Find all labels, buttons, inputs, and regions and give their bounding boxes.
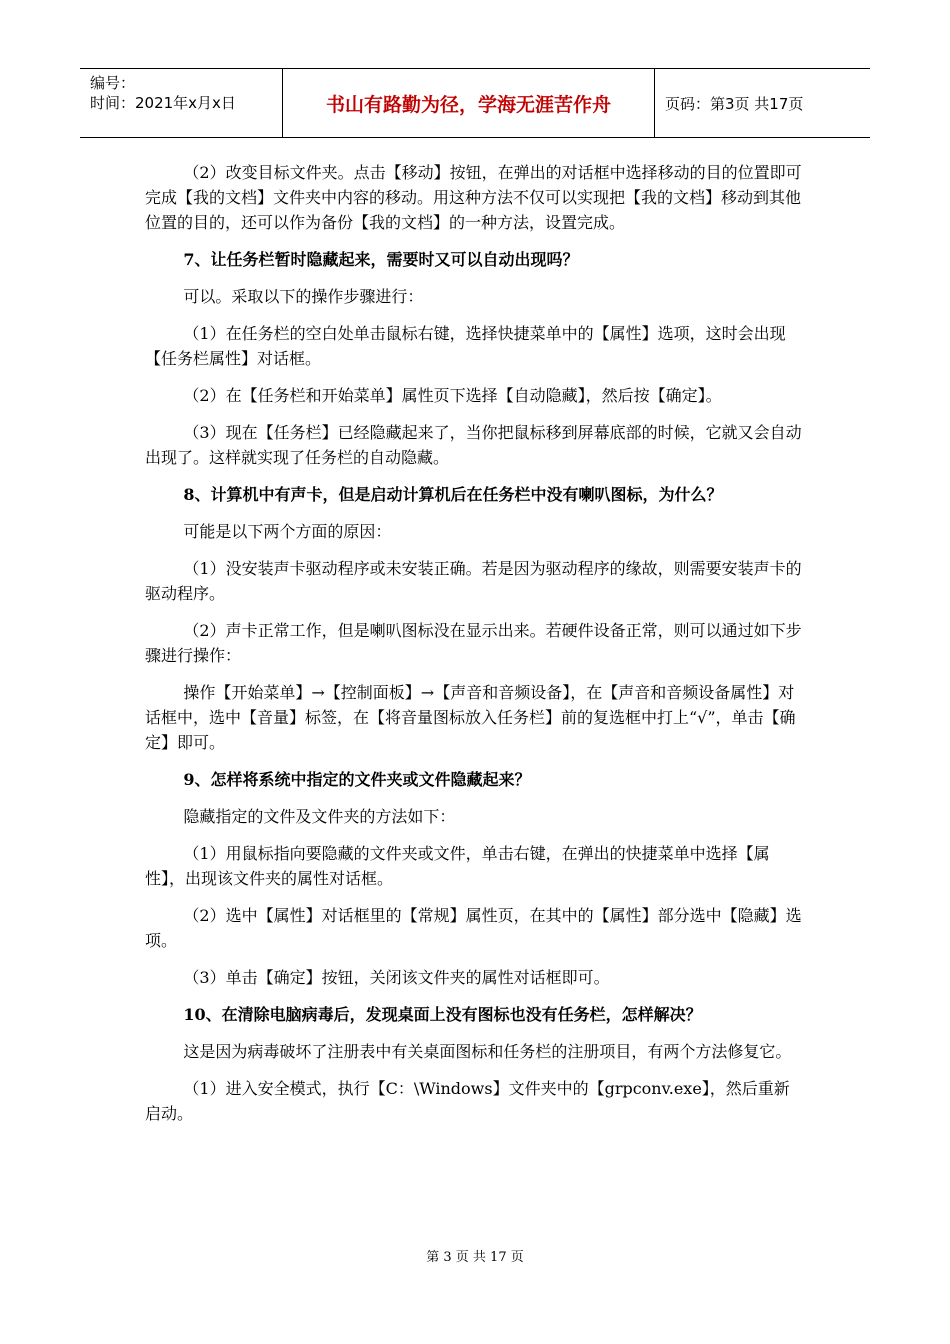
body-paragraph: （1）用鼠标指向要隐藏的文件夹或文件，单击右键，在弹出的快捷菜单中选择【属性】，出现该文件夹的属性对话框。 <box>145 844 770 888</box>
body-paragraph: （1）在任务栏的空白处单击鼠标右键，选择快捷菜单中的【属性】选项，这时会出现【任务栏属性】对话框。 <box>145 324 786 368</box>
body-paragraph: （2）选中【属性】对话框里的【常规】属性页，在其中的【属性】部分选中【隐藏】选项。 <box>145 906 802 950</box>
body-paragraph: 隐藏指定的文件及文件夹的方法如下： <box>183 807 456 826</box>
page-header <box>80 68 870 138</box>
body-paragraph: 这是因为病毒破坏了注册表中有关桌面图标和任务栏的注册项目，有两个方法修复它。 <box>183 1042 792 1061</box>
body-paragraph: 可能是以下两个方面的原因： <box>183 522 392 541</box>
question-heading: 8、计算机中有声卡，但是启动计算机后在任务栏中没有喇叭图标，为什么？ <box>183 485 723 504</box>
body-paragraph: （3）单击【确定】按钮，关闭该文件夹的属性对话框即可。 <box>183 968 610 987</box>
document-number-label: 编号： <box>90 74 136 92</box>
body-paragraph: （2）改变目标文件夹。点击【移动】按钮，在弹出的对话框中选择移动的目的位置即可完成【我的文档】文件夹中内容的移动。用这种方法不仅可以实现把【我的文档】移动到其他位置的目的，还可以作为备份【我的文档】的一种方法，设置完成。 <box>145 163 802 232</box>
body-paragraph: 操作【开始菜单】→【控制面板】→【声音和音频设备】，在【声音和音频设备属性】对话框中，选中【音量】标签，在【将音量图标放入任务栏】前的复选框中打上“√”，单击【确定】即可。 <box>145 683 796 752</box>
body-paragraph: （1）没安装声卡驱动程序或未安装正确。若是因为驱动程序的缘故，则需要安装声卡的驱动程序。 <box>145 559 802 603</box>
header-page-info: 页码：第3页 共17页 <box>665 94 804 113</box>
question-heading: 7、让任务栏暂时隐藏起来，需要时又可以自动出现吗？ <box>183 250 579 269</box>
body-paragraph: （3）现在【任务栏】已经隐藏起来了，当你把鼠标移到屏幕底部的时候，它就又会自动出现了。这样就实现了任务栏的自动隐藏。 <box>145 423 802 467</box>
body-paragraph: 可以。采取以下的操作步骤进行： <box>183 287 424 306</box>
body-paragraph: （2）在【任务栏和开始菜单】属性页下选择【自动隐藏】，然后按【确定】。 <box>183 386 722 405</box>
header-motto: 书山有路勤为径，学海无涯苦作舟 <box>283 69 655 137</box>
document-body <box>145 160 805 1138</box>
question-heading: 10、在清除电脑病毒后，发现桌面上没有图标也没有任务栏，怎样解决？ <box>183 1005 702 1024</box>
body-paragraph: （2）声卡正常工作，但是喇叭图标没在显示出来。若硬件设备正常，则可以通过如下步骤进行操作： <box>145 621 802 665</box>
document-time: 时间：2021年x月x日 <box>90 94 236 112</box>
header-meta <box>80 69 283 137</box>
body-paragraph: （1）进入安全模式，执行【C：\Windows】文件夹中的【grpconv.exe】，然后重新启动。 <box>145 1079 790 1123</box>
question-heading: 9、怎样将系统中指定的文件夹或文件隐藏起来？ <box>183 770 531 789</box>
page-footer: 第 3 页 共 17 页 <box>426 1250 524 1265</box>
